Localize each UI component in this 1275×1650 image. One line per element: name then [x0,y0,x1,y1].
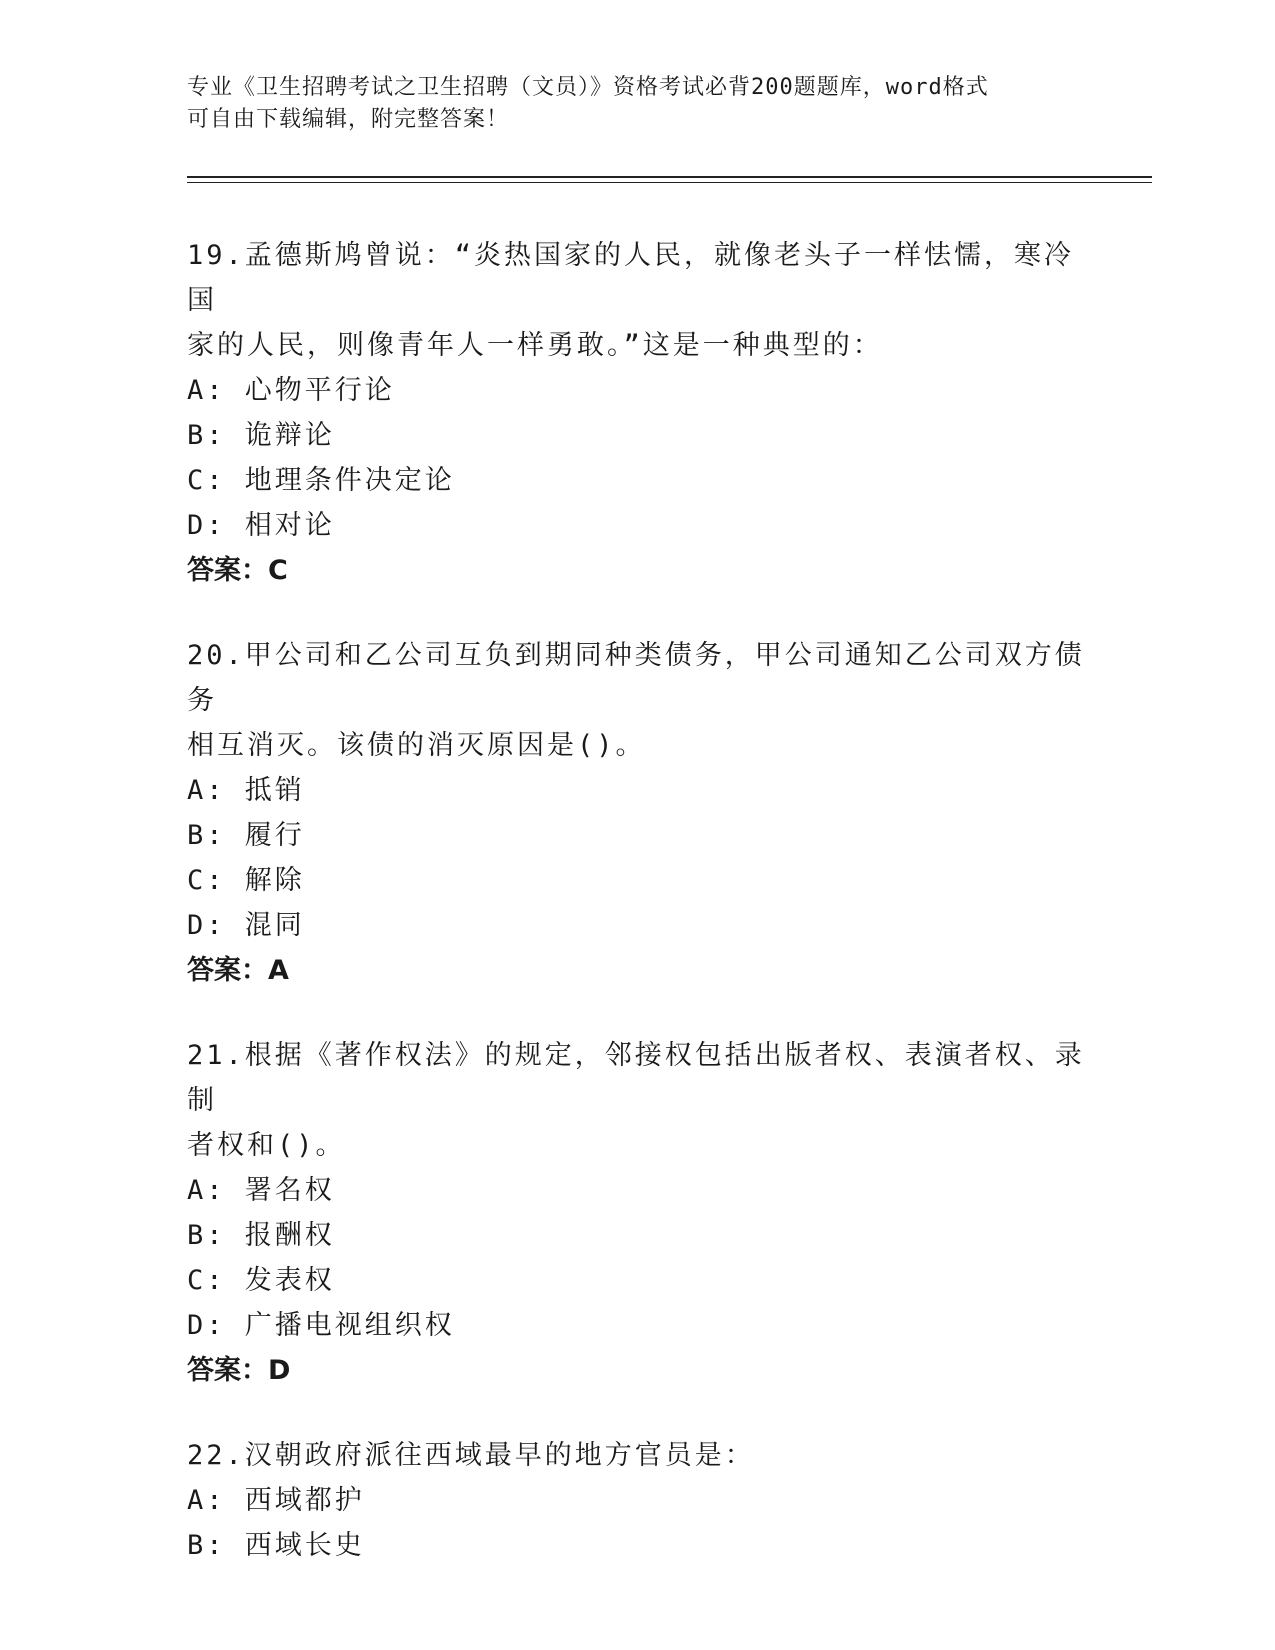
option-a: A: 西域都护 [187,1485,365,1516]
question-22 [187,1433,1087,1568]
document-header [187,72,1087,136]
answer: 答案：D [187,1355,291,1386]
question-stem-line: 19.孟德斯鸠曾说：“炎热国家的人民，就像老头子一样怯懦，寒冷国 [187,240,1075,316]
option-c: C: 解除 [187,865,305,896]
question-stem-line: 相互消灭。该债的消灭原因是()。 [187,730,646,761]
option-d: D: 相对论 [187,510,335,541]
question-list [187,233,1087,1608]
question-stem [187,1433,1087,1478]
question-20 [187,633,1087,993]
header-divider-thin [187,182,1152,183]
option-b: B: 履行 [187,820,305,851]
answer: 答案：A [187,955,289,986]
option-a: A: 抵销 [187,775,305,806]
question-stem-line: 者权和()。 [187,1130,346,1161]
question-stem-line: 21.根据《著作权法》的规定，邻接权包括出版者权、表演者权、录制 [187,1040,1085,1116]
option-d: D: 混同 [187,910,305,941]
question-19 [187,233,1087,593]
option-d: D: 广播电视组织权 [187,1310,455,1341]
question-stem-line: 22.汉朝政府派往西域最早的地方官员是： [187,1440,755,1471]
option-a: A: 署名权 [187,1175,335,1206]
header-line-1: 专业《卫生招聘考试之卫生招聘（文员）》资格考试必背200题题库，word格式 [187,75,989,100]
option-c: C: 地理条件决定论 [187,465,455,496]
answer: 答案：C [187,555,288,586]
option-b: B: 西域长史 [187,1530,365,1561]
question-stem-line: 20.甲公司和乙公司互负到期同种类债务，甲公司通知乙公司双方债务 [187,640,1085,716]
option-b: B: 诡辩论 [187,420,335,451]
question-stem [187,233,1087,368]
option-b: B: 报酬权 [187,1220,335,1251]
option-a: A: 心物平行论 [187,375,395,406]
question-stem [187,633,1087,768]
header-line-2: 可自由下载编辑，附完整答案！ [187,107,510,132]
question-21 [187,1033,1087,1393]
question-stem [187,1033,1087,1168]
option-c: C: 发表权 [187,1265,335,1296]
question-stem-line: 家的人民，则像青年人一样勇敢。”这是一种典型的： [187,330,883,361]
header-divider-thick [187,176,1152,178]
